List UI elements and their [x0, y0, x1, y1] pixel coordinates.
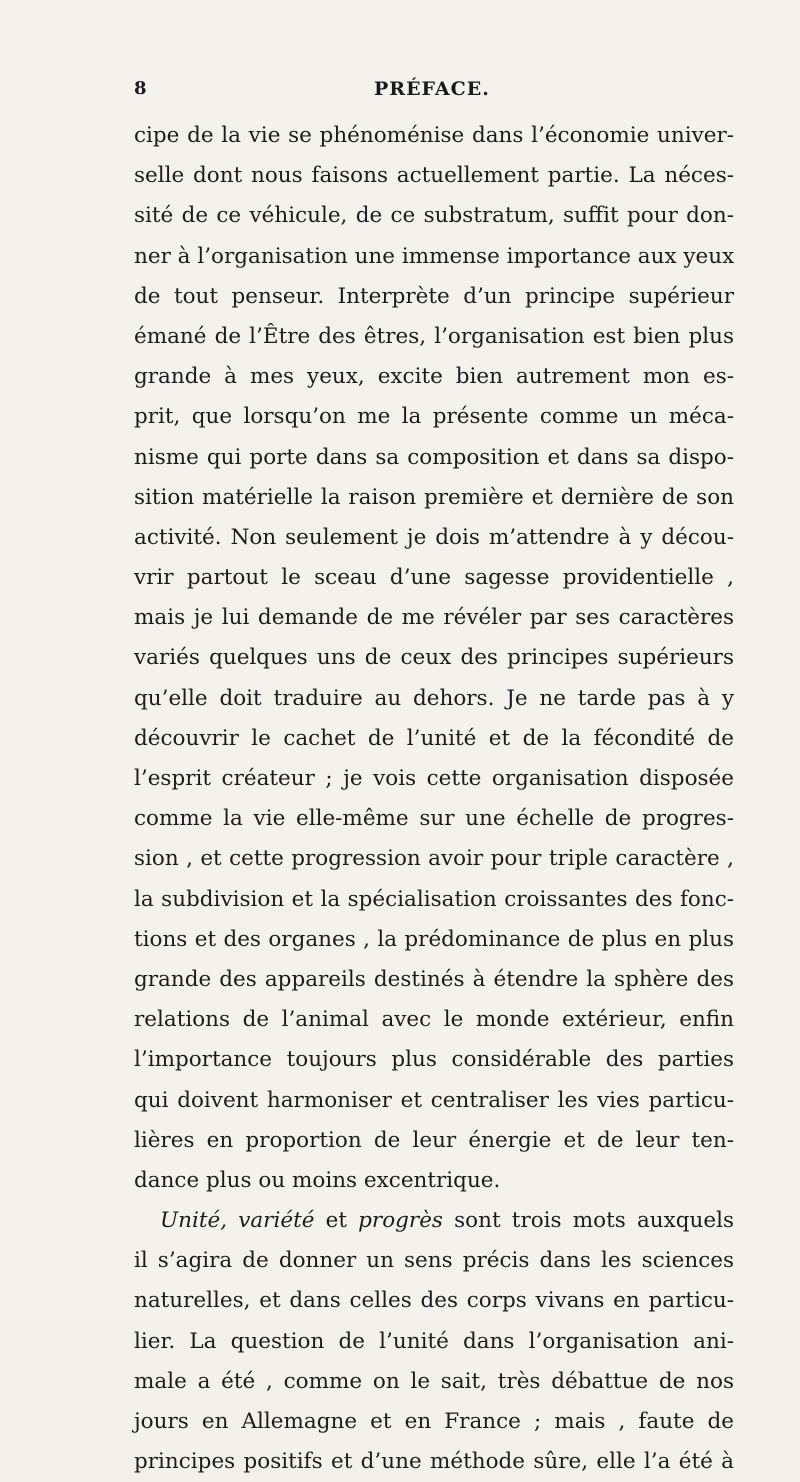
running-head: PRÉFACE. — [374, 78, 490, 100]
page-number: 8 — [134, 78, 147, 99]
text-line: principes positifs et d’une méthode sûre, elle l’a été à — [134, 1449, 734, 1475]
text-line: nisme qui porte dans sa composition et dans sa dispo- — [134, 444, 734, 470]
text-line: relations de l’animal avec le monde extérieur, enfin — [134, 1007, 734, 1033]
text-line: lières en proportion de leur énergie et de leur ten- — [134, 1127, 734, 1153]
text-line: sion , et cette progression avoir pour triple caractère , — [134, 846, 734, 872]
text-line: la subdivision et la spécialisation croissantes des fonc- — [134, 886, 734, 912]
text-line: selle dont nous faisons actuellement partie. La néces- — [134, 163, 734, 189]
text-line: naturelles, et dans celles des corps vivans en particu- — [134, 1288, 734, 1314]
text-line: l’importance toujours plus considérable des parties — [134, 1047, 734, 1073]
text-line: qui doivent harmoniser et centraliser les vies particu- — [134, 1087, 734, 1113]
text-line: prit, que lorsqu’on me la présente comme un méca- — [134, 404, 734, 430]
page-header — [134, 78, 734, 110]
text-line: sition matérielle la raison première et dernière de son — [134, 484, 734, 510]
text-line: variés quelques uns de ceux des principes supérieurs — [134, 645, 734, 671]
text-fragment: et — [314, 1208, 359, 1234]
text-line: ner à l’organisation une immense importance aux yeux — [134, 243, 735, 269]
text-line: dance plus ou moins excentrique. — [134, 1167, 501, 1193]
text-line: découvrir le cachet de l’unité et de la fécondité de — [134, 725, 734, 751]
text-line: cipe de la vie se phénoménise dans l’économie univer- — [134, 123, 734, 148]
text-line: l’esprit créateur ; je vois cette organisation disposée — [134, 766, 734, 791]
text-line: grande à mes yeux, excite bien autrement mon es- — [134, 364, 734, 390]
text-line: grande des appareils destinés à étendre la sphère des — [134, 966, 734, 992]
text-fragment: sont trois mots auxquels — [442, 1208, 734, 1234]
text-line: tions et des organes , la prédominance de plus en plus — [134, 926, 734, 952]
italic-phrase: progrès — [358, 1208, 443, 1234]
text-line: de tout penseur. Interprète d’un principe supérieur — [134, 283, 734, 309]
text-line: il s’agira de donner un sens précis dans les sciences — [134, 1248, 734, 1274]
text-line: jours en Allemagne et en France ; mais , faute de — [134, 1409, 734, 1434]
text-line: sité de ce véhicule, de ce substratum, suffit pour don- — [134, 203, 734, 229]
text-line: vrir partout le sceau d’une sagesse providentielle , — [134, 565, 734, 591]
paragraph-start-line — [134, 1201, 734, 1241]
text-line: male a été , comme on le sait, très débattue de nos — [134, 1368, 734, 1394]
body-text — [134, 116, 734, 1482]
text-line: comme la vie elle-même sur une échelle de progres- — [134, 806, 734, 832]
italic-phrase: Unité, variété — [160, 1208, 315, 1234]
text-line: activité. Non seulement je dois m’attendre à y décou- — [134, 524, 734, 550]
text-line: lier. La question de l’unité dans l’organisation ani- — [134, 1328, 734, 1354]
text-line: mais je lui demande de me révéler par ses caractères — [134, 605, 734, 631]
text-line: qu’elle doit traduire au dehors. Je ne tarde pas à y — [134, 685, 734, 711]
text-line: émané de l’Être des êtres, l’organisation est bien plus — [134, 323, 734, 349]
